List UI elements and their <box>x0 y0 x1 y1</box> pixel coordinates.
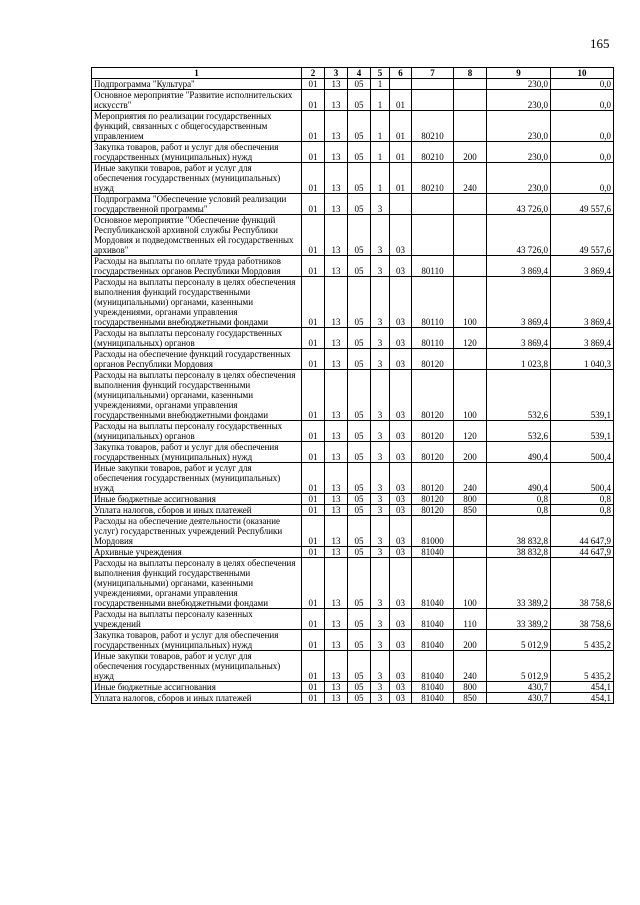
table-row <box>92 651 614 682</box>
cell-code-7: 81040 <box>412 693 454 704</box>
cell-code-4: 05 <box>348 442 371 463</box>
cell-name: Подпрограмма "Культура" <box>92 79 302 90</box>
cell-code-8: 240 <box>454 651 487 682</box>
cell-code-7: 80120 <box>412 494 454 505</box>
cell-code-8: 800 <box>454 494 487 505</box>
cell-code-3: 13 <box>325 277 348 328</box>
table-row <box>92 442 614 463</box>
cell-code-5: 3 <box>371 651 390 682</box>
cell-code-6: 03 <box>390 505 412 516</box>
cell-code-5: 3 <box>371 421 390 442</box>
cell-code-5: 3 <box>371 693 390 704</box>
cell-code-5: 3 <box>371 630 390 651</box>
table-row <box>92 142 614 163</box>
cell-value-9: 0,8 <box>487 494 551 505</box>
page-number: 165 <box>590 36 610 51</box>
cell-code-2: 01 <box>302 516 325 547</box>
cell-code-6: 03 <box>390 558 412 609</box>
cell-code-7: 81040 <box>412 651 454 682</box>
table-row <box>92 609 614 630</box>
table-row <box>92 516 614 547</box>
cell-code-5: 3 <box>371 558 390 609</box>
table-row <box>92 682 614 693</box>
table-row <box>92 547 614 558</box>
cell-value-9: 1 023,8 <box>487 349 551 370</box>
cell-name: Уплата налогов, сборов и иных платежей <box>92 693 302 704</box>
cell-code-2: 01 <box>302 194 325 215</box>
table-row <box>92 421 614 442</box>
cell-name: Основное мероприятие "Развитие исполнительских искусств" <box>92 90 302 111</box>
cell-code-5: 3 <box>371 505 390 516</box>
cell-value-10: 539,1 <box>551 370 614 421</box>
cell-code-5: 1 <box>371 111 390 142</box>
table-row <box>92 505 614 516</box>
cell-value-10: 0,8 <box>551 505 614 516</box>
cell-code-4: 05 <box>348 463 371 494</box>
cell-code-7: 80110 <box>412 277 454 328</box>
column-header: 10 <box>551 68 614 79</box>
cell-code-2: 01 <box>302 421 325 442</box>
cell-code-2: 01 <box>302 558 325 609</box>
cell-code-2: 01 <box>302 163 325 194</box>
cell-code-7: 81040 <box>412 609 454 630</box>
cell-code-8 <box>454 547 487 558</box>
cell-code-2: 01 <box>302 505 325 516</box>
cell-value-10: 0,8 <box>551 494 614 505</box>
table-row <box>92 111 614 142</box>
cell-code-7: 81040 <box>412 547 454 558</box>
cell-code-6: 03 <box>390 370 412 421</box>
cell-value-9: 230,0 <box>487 163 551 194</box>
cell-code-2: 01 <box>302 494 325 505</box>
cell-code-4: 05 <box>348 547 371 558</box>
cell-code-2: 01 <box>302 442 325 463</box>
cell-code-4: 05 <box>348 194 371 215</box>
cell-code-7: 80120 <box>412 505 454 516</box>
cell-code-7: 80210 <box>412 163 454 194</box>
column-header: 8 <box>454 68 487 79</box>
cell-code-4: 05 <box>348 90 371 111</box>
cell-value-10: 0,0 <box>551 90 614 111</box>
cell-value-9: 38 832,8 <box>487 547 551 558</box>
cell-name: Иные закупки товаров, работ и услуг для обеспечения государственных (муниципальных) нужд <box>92 163 302 194</box>
cell-value-10: 0,0 <box>551 79 614 90</box>
cell-code-8 <box>454 516 487 547</box>
cell-name: Расходы на обеспечение деятельности (оказание услуг) государственных учреждений Республики Мордовия <box>92 516 302 547</box>
cell-code-4: 05 <box>348 516 371 547</box>
cell-value-10: 539,1 <box>551 421 614 442</box>
cell-code-8: 100 <box>454 370 487 421</box>
cell-value-9: 430,7 <box>487 693 551 704</box>
cell-code-7 <box>412 215 454 256</box>
cell-code-7: 80120 <box>412 463 454 494</box>
cell-value-9: 430,7 <box>487 682 551 693</box>
cell-code-7: 80120 <box>412 370 454 421</box>
cell-name: Архивные учреждения <box>92 547 302 558</box>
cell-code-5: 3 <box>371 328 390 349</box>
cell-value-9: 532,6 <box>487 421 551 442</box>
table-row <box>92 558 614 609</box>
cell-code-2: 01 <box>302 370 325 421</box>
cell-code-5: 3 <box>371 194 390 215</box>
cell-name: Расходы на выплаты персоналу государственных (муниципальных) органов <box>92 421 302 442</box>
cell-code-8: 240 <box>454 463 487 494</box>
cell-code-3: 13 <box>325 215 348 256</box>
cell-code-4: 05 <box>348 505 371 516</box>
cell-code-2: 01 <box>302 111 325 142</box>
cell-code-3: 13 <box>325 79 348 90</box>
cell-name: Расходы на выплаты по оплате труда работников государственных органов Республики Мордовия <box>92 256 302 277</box>
table-row <box>92 163 614 194</box>
column-header: 6 <box>390 68 412 79</box>
cell-code-7: 81000 <box>412 516 454 547</box>
cell-code-4: 05 <box>348 215 371 256</box>
cell-code-3: 13 <box>325 682 348 693</box>
cell-code-6: 03 <box>390 256 412 277</box>
cell-code-4: 05 <box>348 277 371 328</box>
table-row <box>92 494 614 505</box>
cell-code-4: 05 <box>348 111 371 142</box>
cell-name: Расходы на выплаты персоналу казенных учреждений <box>92 609 302 630</box>
cell-code-4: 05 <box>348 328 371 349</box>
cell-code-8: 800 <box>454 682 487 693</box>
cell-code-6: 03 <box>390 693 412 704</box>
cell-code-3: 13 <box>325 609 348 630</box>
cell-code-8: 100 <box>454 558 487 609</box>
cell-name: Расходы на обеспечение функций государственных органов Республики Мордовия <box>92 349 302 370</box>
cell-name: Расходы на выплаты персоналу в целях обеспечения выполнения функций государственными (муниципальными) органами, казенными учреждениями, органами управления государственными внебюджетными фондами <box>92 558 302 609</box>
cell-code-4: 05 <box>348 421 371 442</box>
column-header: 7 <box>412 68 454 79</box>
cell-code-6: 03 <box>390 421 412 442</box>
cell-code-5: 3 <box>371 516 390 547</box>
cell-code-7 <box>412 194 454 215</box>
cell-code-8: 200 <box>454 630 487 651</box>
cell-code-5: 3 <box>371 256 390 277</box>
cell-name: Закупка товаров, работ и услуг для обеспечения государственных (муниципальных) нужд <box>92 630 302 651</box>
cell-value-9: 230,0 <box>487 142 551 163</box>
cell-code-8 <box>454 349 487 370</box>
cell-value-10: 454,1 <box>551 693 614 704</box>
cell-code-2: 01 <box>302 142 325 163</box>
cell-code-5: 3 <box>371 370 390 421</box>
cell-code-8 <box>454 90 487 111</box>
cell-code-6: 03 <box>390 494 412 505</box>
cell-code-6: 01 <box>390 90 412 111</box>
cell-name: Основное мероприятие "Обеспечение функций Республиканской архивной службы Республики Мордовия и подведомственных ей государственных архивов" <box>92 215 302 256</box>
cell-name: Иные закупки товаров, работ и услуг для обеспечения государственных (муниципальных) нужд <box>92 651 302 682</box>
cell-code-6: 03 <box>390 215 412 256</box>
cell-code-3: 13 <box>325 328 348 349</box>
column-header: 3 <box>325 68 348 79</box>
cell-code-8: 100 <box>454 277 487 328</box>
cell-code-6: 01 <box>390 111 412 142</box>
cell-value-9: 33 389,2 <box>487 558 551 609</box>
cell-code-7: 80210 <box>412 142 454 163</box>
cell-value-9: 490,4 <box>487 442 551 463</box>
column-header: 1 <box>92 68 302 79</box>
cell-value-9: 0,8 <box>487 505 551 516</box>
cell-value-9: 3 869,4 <box>487 277 551 328</box>
cell-code-3: 13 <box>325 505 348 516</box>
cell-value-10: 500,4 <box>551 463 614 494</box>
cell-code-8: 850 <box>454 693 487 704</box>
cell-code-2: 01 <box>302 79 325 90</box>
cell-name: Расходы на выплаты персоналу государственных (муниципальных) органов <box>92 328 302 349</box>
cell-code-2: 01 <box>302 215 325 256</box>
cell-value-9: 230,0 <box>487 79 551 90</box>
cell-value-10: 1 040,3 <box>551 349 614 370</box>
cell-value-9: 3 869,4 <box>487 328 551 349</box>
cell-value-10: 0,0 <box>551 163 614 194</box>
cell-code-3: 13 <box>325 370 348 421</box>
cell-code-3: 13 <box>325 558 348 609</box>
cell-value-9: 38 832,8 <box>487 516 551 547</box>
cell-code-5: 3 <box>371 463 390 494</box>
cell-code-8: 850 <box>454 505 487 516</box>
cell-code-3: 13 <box>325 693 348 704</box>
cell-code-3: 13 <box>325 256 348 277</box>
cell-code-3: 13 <box>325 651 348 682</box>
cell-value-9: 43 726,0 <box>487 215 551 256</box>
cell-code-7: 81040 <box>412 558 454 609</box>
cell-code-3: 13 <box>325 442 348 463</box>
cell-code-5: 3 <box>371 547 390 558</box>
cell-code-2: 01 <box>302 349 325 370</box>
cell-value-9: 532,6 <box>487 370 551 421</box>
table-row <box>92 693 614 704</box>
cell-code-5: 1 <box>371 163 390 194</box>
cell-code-8 <box>454 256 487 277</box>
cell-code-8 <box>454 194 487 215</box>
cell-code-8: 200 <box>454 442 487 463</box>
cell-code-5: 1 <box>371 90 390 111</box>
table-header-row <box>92 68 614 79</box>
cell-code-2: 01 <box>302 463 325 494</box>
cell-value-10: 44 647,9 <box>551 547 614 558</box>
cell-value-10: 3 869,4 <box>551 277 614 328</box>
cell-value-10: 454,1 <box>551 682 614 693</box>
cell-name: Закупка товаров, работ и услуг для обеспечения государственных (муниципальных) нужд <box>92 142 302 163</box>
cell-value-10: 44 647,9 <box>551 516 614 547</box>
cell-code-5: 3 <box>371 215 390 256</box>
cell-value-10: 500,4 <box>551 442 614 463</box>
cell-code-4: 05 <box>348 349 371 370</box>
cell-code-7: 80110 <box>412 328 454 349</box>
table-row <box>92 328 614 349</box>
cell-code-6: 03 <box>390 463 412 494</box>
cell-value-10: 49 557,6 <box>551 215 614 256</box>
table-row <box>92 277 614 328</box>
cell-code-6: 03 <box>390 442 412 463</box>
cell-code-4: 05 <box>348 609 371 630</box>
column-header: 9 <box>487 68 551 79</box>
table-row <box>92 194 614 215</box>
cell-code-4: 05 <box>348 494 371 505</box>
cell-code-6: 03 <box>390 328 412 349</box>
cell-code-7: 81040 <box>412 630 454 651</box>
cell-name: Мероприятия по реализации государственных функций, связанных с общегосударственным управлением <box>92 111 302 142</box>
table-row <box>92 79 614 90</box>
cell-value-10: 3 869,4 <box>551 328 614 349</box>
column-header: 4 <box>348 68 371 79</box>
cell-code-3: 13 <box>325 463 348 494</box>
cell-name: Подпрограмма "Обеспечение условий реализации государственной программы" <box>92 194 302 215</box>
cell-code-4: 05 <box>348 163 371 194</box>
cell-code-8: 120 <box>454 328 487 349</box>
cell-code-6: 03 <box>390 277 412 328</box>
cell-value-9: 33 389,2 <box>487 609 551 630</box>
cell-code-2: 01 <box>302 630 325 651</box>
cell-value-10: 38 758,6 <box>551 558 614 609</box>
cell-name: Закупка товаров, работ и услуг для обеспечения государственных (муниципальных) нужд <box>92 442 302 463</box>
cell-code-2: 01 <box>302 547 325 558</box>
cell-code-3: 13 <box>325 194 348 215</box>
table-row <box>92 349 614 370</box>
table-row <box>92 370 614 421</box>
cell-code-7 <box>412 90 454 111</box>
cell-code-3: 13 <box>325 90 348 111</box>
cell-code-8 <box>454 215 487 256</box>
cell-value-9: 230,0 <box>487 90 551 111</box>
cell-code-6: 03 <box>390 682 412 693</box>
cell-code-4: 05 <box>348 693 371 704</box>
cell-code-5: 3 <box>371 682 390 693</box>
cell-code-4: 05 <box>348 630 371 651</box>
cell-value-10: 5 435,2 <box>551 651 614 682</box>
cell-value-10: 0,0 <box>551 111 614 142</box>
cell-code-4: 05 <box>348 682 371 693</box>
cell-value-9: 43 726,0 <box>487 194 551 215</box>
cell-value-10: 0,0 <box>551 142 614 163</box>
cell-name: Иные закупки товаров, работ и услуг для обеспечения государственных (муниципальных) нужд <box>92 463 302 494</box>
cell-code-5: 1 <box>371 79 390 90</box>
cell-code-4: 05 <box>348 651 371 682</box>
cell-code-3: 13 <box>325 421 348 442</box>
cell-value-9: 230,0 <box>487 111 551 142</box>
cell-code-6: 03 <box>390 651 412 682</box>
cell-code-7: 80120 <box>412 349 454 370</box>
cell-code-7: 80120 <box>412 442 454 463</box>
cell-code-4: 05 <box>348 79 371 90</box>
cell-name: Расходы на выплаты персоналу в целях обеспечения выполнения функций государственными (муниципальными) органами, казенными учреждениями, органами управления государственными внебюджетными фондами <box>92 277 302 328</box>
cell-code-3: 13 <box>325 111 348 142</box>
cell-code-3: 13 <box>325 494 348 505</box>
cell-code-2: 01 <box>302 693 325 704</box>
cell-value-10: 5 435,2 <box>551 630 614 651</box>
cell-value-10: 38 758,6 <box>551 609 614 630</box>
cell-code-6: 03 <box>390 516 412 547</box>
table-row <box>92 256 614 277</box>
cell-code-6 <box>390 194 412 215</box>
cell-code-2: 01 <box>302 682 325 693</box>
cell-code-6 <box>390 79 412 90</box>
cell-code-3: 13 <box>325 516 348 547</box>
cell-code-8: 120 <box>454 421 487 442</box>
table-row <box>92 90 614 111</box>
cell-code-8: 240 <box>454 163 487 194</box>
cell-name: Иные бюджетные ассигнования <box>92 682 302 693</box>
cell-code-3: 13 <box>325 547 348 558</box>
cell-code-4: 05 <box>348 142 371 163</box>
cell-code-6: 03 <box>390 630 412 651</box>
table-row <box>92 215 614 256</box>
cell-code-5: 1 <box>371 142 390 163</box>
cell-code-2: 01 <box>302 609 325 630</box>
table-row <box>92 463 614 494</box>
cell-name: Уплата налогов, сборов и иных платежей <box>92 505 302 516</box>
cell-code-8 <box>454 79 487 90</box>
cell-code-5: 3 <box>371 494 390 505</box>
cell-code-5: 3 <box>371 277 390 328</box>
column-header: 5 <box>371 68 390 79</box>
cell-code-8 <box>454 111 487 142</box>
cell-code-4: 05 <box>348 256 371 277</box>
cell-name: Расходы на выплаты персоналу в целях обеспечения выполнения функций государственными (муниципальными) органами, казенными учреждениями, органами управления государственными внебюджетными фондами <box>92 370 302 421</box>
cell-code-8: 200 <box>454 142 487 163</box>
cell-code-5: 3 <box>371 609 390 630</box>
cell-code-2: 01 <box>302 651 325 682</box>
cell-code-2: 01 <box>302 90 325 111</box>
cell-code-5: 3 <box>371 349 390 370</box>
cell-code-2: 01 <box>302 277 325 328</box>
cell-code-7: 80120 <box>412 421 454 442</box>
cell-code-4: 05 <box>348 558 371 609</box>
cell-value-9: 3 869,4 <box>487 256 551 277</box>
cell-code-3: 13 <box>325 142 348 163</box>
cell-value-9: 5 012,9 <box>487 651 551 682</box>
cell-code-3: 13 <box>325 630 348 651</box>
cell-code-6: 03 <box>390 349 412 370</box>
cell-value-10: 3 869,4 <box>551 256 614 277</box>
cell-name: Иные бюджетные ассигнования <box>92 494 302 505</box>
cell-code-6: 01 <box>390 163 412 194</box>
cell-value-10: 49 557,6 <box>551 194 614 215</box>
cell-value-9: 490,4 <box>487 463 551 494</box>
cell-value-9: 5 012,9 <box>487 630 551 651</box>
cell-code-6: 03 <box>390 609 412 630</box>
cell-code-2: 01 <box>302 328 325 349</box>
cell-code-2: 01 <box>302 256 325 277</box>
cell-code-8: 110 <box>454 609 487 630</box>
cell-code-5: 3 <box>371 442 390 463</box>
cell-code-4: 05 <box>348 370 371 421</box>
cell-code-6: 01 <box>390 142 412 163</box>
table-row <box>92 630 614 651</box>
column-header: 2 <box>302 68 325 79</box>
cell-code-7: 80210 <box>412 111 454 142</box>
cell-code-7 <box>412 79 454 90</box>
cell-code-7: 80110 <box>412 256 454 277</box>
budget-table <box>91 67 614 704</box>
cell-code-3: 13 <box>325 163 348 194</box>
cell-code-7: 81040 <box>412 682 454 693</box>
cell-code-6: 03 <box>390 547 412 558</box>
cell-code-3: 13 <box>325 349 348 370</box>
